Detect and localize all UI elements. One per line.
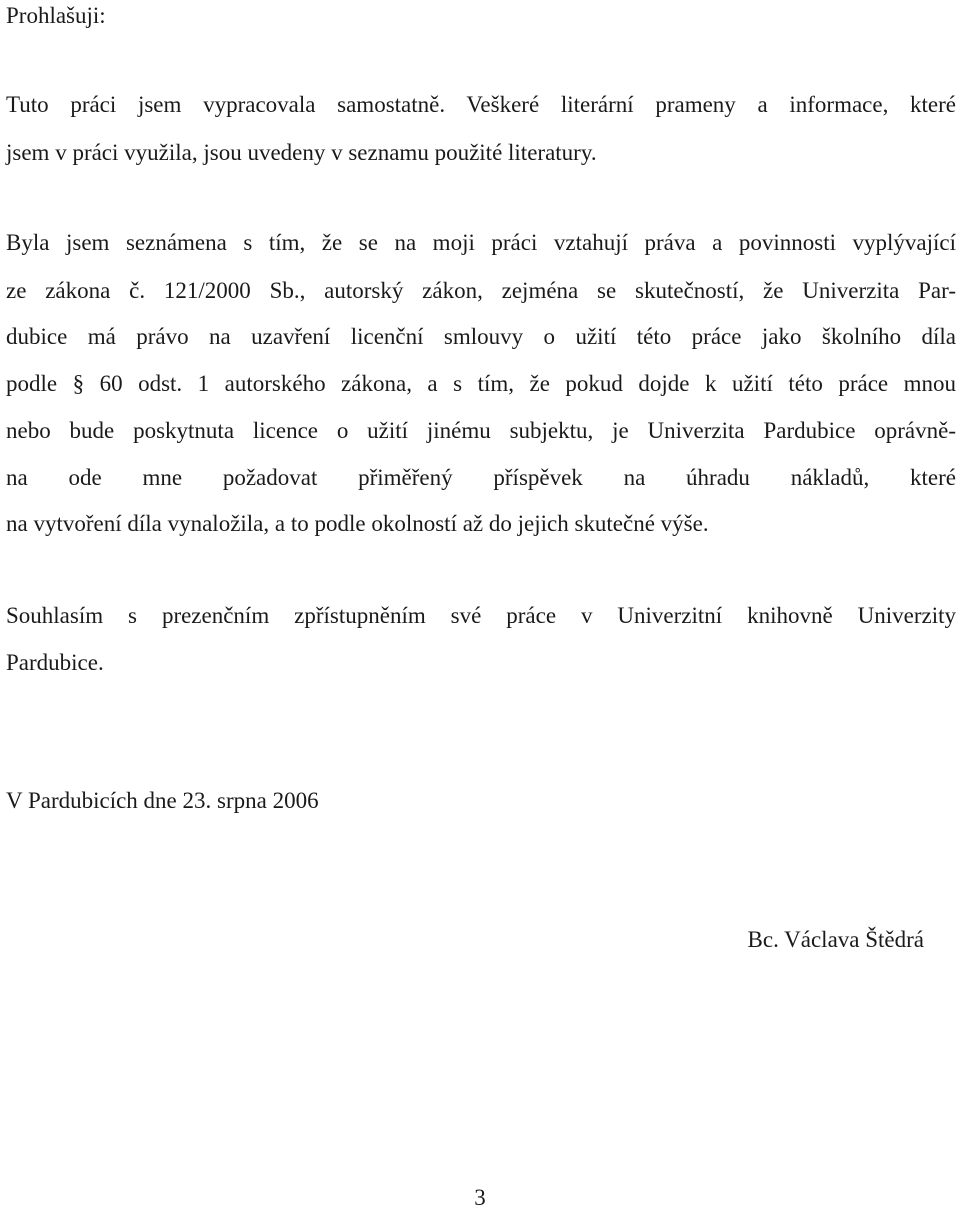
paragraph-line: Pardubice.	[6, 650, 104, 675]
paragraph-line: podle § 60 odst. 1 autorského zákona, a s tím, že pokud dojde k užití této práce mnou	[6, 371, 956, 396]
paragraph-line: jsem v práci využila, jsou uvedeny v seznamu použité literatury.	[6, 140, 597, 165]
declaration-heading: Prohlašuji:	[6, 3, 106, 28]
paragraph-line: ze zákona č. 121/2000 Sb., autorský zákon, zejména se skutečností, že Univerzita Par-	[6, 278, 956, 303]
paragraph-line: na ode mne požadovat přiměřený příspěvek na úhradu nákladů, které	[6, 465, 956, 490]
place-and-date: V Pardubicích dne 23. srpna 2006	[6, 788, 319, 813]
paragraph-line: dubice má právo na uzavření licenční smlouvy o užití této práce jako školního díla	[6, 324, 956, 349]
paragraph-line: nebo bude poskytnuta licence o užití jinému subjektu, je Univerzita Pardubice oprávně-	[6, 418, 956, 443]
paragraph-line: na vytvoření díla vynaložila, a to podle okolností až do jejich skutečné výše.	[6, 511, 709, 536]
paragraph-line: Byla jsem seznámena s tím, že se na moji práci vztahují práva a povinnosti vyplývající	[6, 230, 956, 255]
page-number: 3	[474, 1185, 486, 1210]
paragraph-line: Tuto práci jsem vypracovala samostatně. Veškeré literární prameny a informace, které	[6, 92, 956, 117]
author-signature-name: Bc. Václava Štědrá	[747, 927, 924, 952]
paragraph-line: Souhlasím s prezenčním zpřístupněním své práce v Univerzitní knihovně Univerzity	[6, 603, 956, 628]
